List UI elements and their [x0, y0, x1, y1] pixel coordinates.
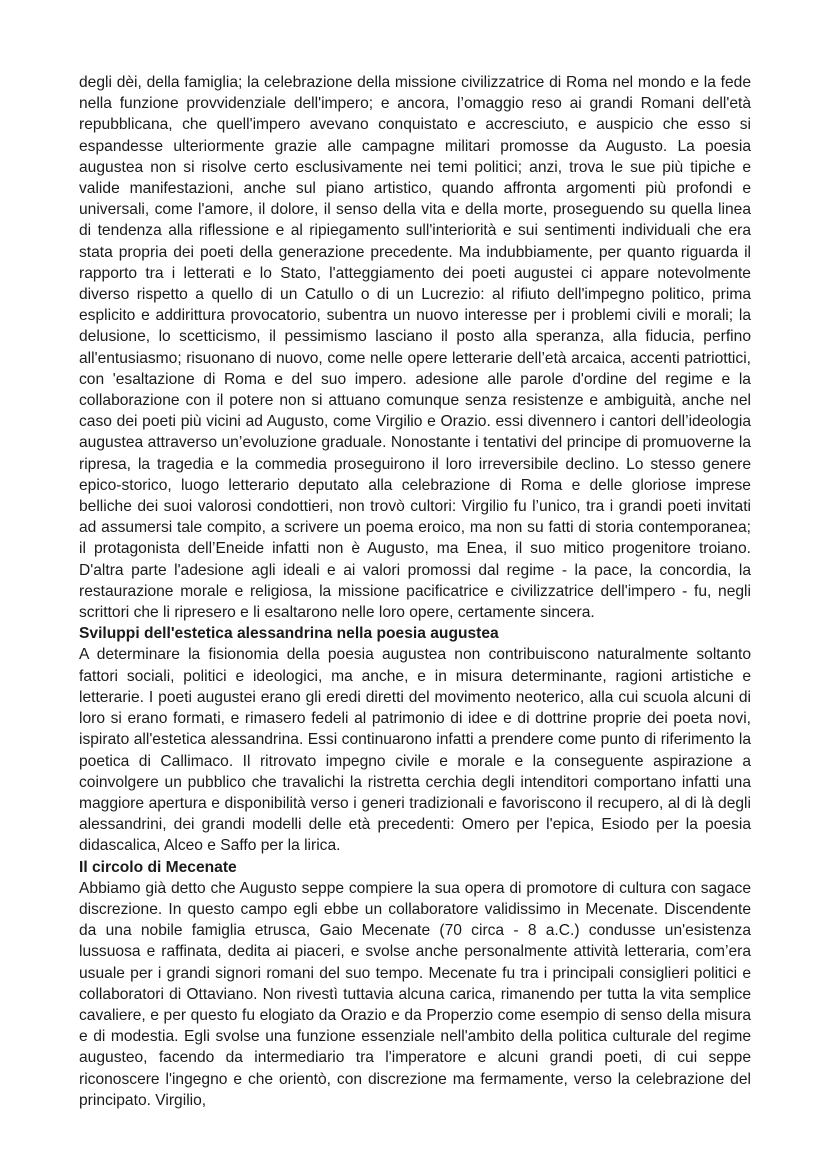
- body-paragraph: degli dèi, della famiglia; la celebrazione della missione civilizzatrice di Roma nel mondo e la fede nella funzione provvidenziale dell'impero; e ancora, l’omaggio reso ai grandi Romani dell'età repubblicana, che quell'impero avevano conquistato e accresciuto, e auspicio che esso si espandesse ulteriormente grazie alle campagne militari promosse da Augusto. La poesia augustea non si risolve certo esclusivamente nei temi politici; anzi, trova le sue più tipiche e valide manifestazioni, anche sul piano artistico, quando affronta argomenti più profondi e universali, come l'amore, il dolore, il senso della vita e della morte, proseguendo su quella linea di tendenza alla riflessione e al ripiegamento sull'interiorità e sui sentimenti individuali che era stata propria dei poeti della generazione precedente. Ma indubbiamente, per quanto riguarda il rapporto tra i letterati e lo Stato, l'atteggiamento dei poeti augustei ci appare notevolmente diverso rispetto a quello di un Catullo o di un Lucrezio: al rifiuto dell'impegno politico, prima esplicito e addirittura provocatorio, subentra un nuovo interesse per i problemi civili e morali; la delusione, lo scetticismo, il pessimismo lasciano il posto alla speranza, alla fiducia, perfino all'entusiasmo; risuonano di nuovo, come nelle opere letterarie dell’età arcaica, accenti patriottici, con 'esaltazione di Roma e del suo impero. adesione alle parole d'ordine del regime e la collaborazione con il potere non si attuano comunque senza resistenze e ambiguità, anche nel caso dei poeti più vicini ad Augusto, come Virgilio e Orazio. essi divennero i cantori dell’ideologia augustea attraverso un’evoluzione graduale. Nonostante i tentativi del principe di promuoverne la ripresa, la tragedia e la commedia proseguirono il loro irreversibile declino. Lo stesso genere epico-storico, luogo letterario deputato alla celebrazione di Roma e delle gloriose imprese belliche dei suoi valorosi condottieri, non trovò cultori: Virgilio fu l’unico, tra i grandi poeti invitati ad assumersi tale compito, a scrivere un poema eroico, ma non su fatti di storia contemporanea; il protagonista dell’Eneide infatti non è Augusto, ma Enea, il suo mitico progenitore troiano. D'altra parte l'adesione agli ideali e ai valori promossi dal regime - la pace, la concordia, la restaurazione morale e religiosa, la missione pacificatrice e civilizzatrice dell'impero - fu, negli scrittori che li ripresero e li esaltarono nelle loro opere, certamente sincera.: [79, 74, 751, 622]
- body-paragraph: A determinare la fisionomia della poesia augustea non contribuiscono naturalmente soltanto fattori sociali, politici e ideologici, ma anche, e in misura determinante, ragioni artistiche e letterarie. I poeti augustei erano gli eredi diretti del movimento neoterico, alla cui scuola alcuni di loro si erano formati, e rimasero fedeli al patrimonio di idee e di dottrine proprie dei poeta novi, ispirato all'estetica alessandrina. Essi continuarono infatti a prendere come punto di riferimento la poetica di Callimaco. Il ritrovato impegno civile e morale e la conseguente aspirazione a coinvolgere un pubblico che travalichi la ristretta cerchia degli intenditori comportano infatti una maggiore apertura e disponibilità verso i generi tradizionali e favoriscono il recupero, al di là degli alessandrini, dei grandi modelli delle età precedenti: Omero per l'epica, Esiodo per la poesia didascalica, Alceo e Saffo per la lirica.: [79, 646, 751, 855]
- document-page: [79, 72, 751, 1111]
- body-paragraph: Abbiamo già detto che Augusto seppe compiere la sua opera di promotore di cultura con sagace discrezione. In questo campo egli ebbe un collaboratore validissimo in Mecenate. Discendente da una nobile famiglia etrusca, Gaio Mecenate (70 circa - 8 a.C.) condusse un'esistenza lussuosa e raffinata, dedita ai piaceri, e svolse anche personalmente attività letteraria, com’era usuale per i grandi signori romani del suo tempo. Mecenate fu tra i principali consiglieri politici e collaboratori di Ottaviano. Non rivestì tuttavia alcuna carica, rimanendo per tutta la vita semplice cavaliere, e per questo fu elogiato da Orazio e da Properzio come esempio di senso della misura e di modestia. Egli svolse una funzione essenziale nell'ambito della politica culturale del regime augusteo, facendo da intermediario tra l'imperatore e alcuni grandi poeti, di cui seppe riconoscere l'ingegno e che orientò, con discrezione ma fermamente, verso la celebrazione del principato. Virgilio,: [79, 879, 751, 1109]
- section-heading: Sviluppi dell'estetica alessandrina nella poesia augustea: [79, 625, 499, 643]
- section-heading: Il circolo di Mecenate: [79, 858, 237, 876]
